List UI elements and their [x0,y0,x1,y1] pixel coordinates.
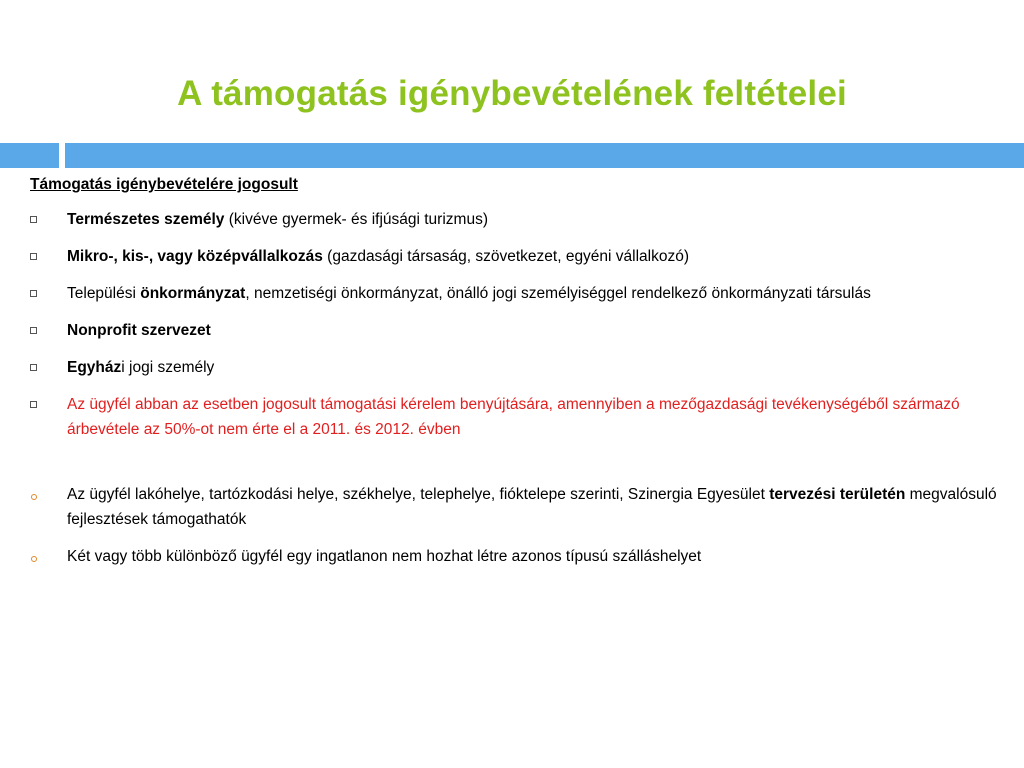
list-item-termeszetes-szemely [30,207,1010,232]
item-bold: Természetes személy [67,211,225,228]
item-text: (gazdasági társaság, szövetkezet, egyéni vállalkozó) [322,248,690,265]
circle-bullet-icon [31,556,37,562]
slide-title: A támogatás igénybevételének feltételei [177,74,847,113]
item-bold: önkormányzat [140,285,246,302]
note-item-szallashely [30,544,1010,569]
title-divider-left [0,143,59,168]
item-text: (kivéve gyermek- és ifjúsági turizmus) [224,211,488,228]
list-item-egyhaz [30,355,1010,380]
item-text: i jogi személy [121,359,215,376]
note-bold: tervezési területén [769,486,906,503]
circle-bullet-icon [31,494,37,500]
list-item-onkormanyzat [30,281,1010,306]
slide-content [30,176,1010,581]
title-divider-right [65,143,1024,168]
list-item-vallalkozas [30,244,1010,269]
square-bullet-icon [30,364,37,371]
square-bullet-icon [30,216,37,223]
note-text: Két vagy több különböző ügyfél egy ingatlanon nem hozhat létre azonos típusú szálláshelyet [67,548,702,565]
section-heading: Támogatás igénybevételére jogosult [30,176,298,193]
square-bullet-icon [30,253,37,260]
note-tail: megvalósuló fejlesztések támogathatók [67,486,997,528]
list-item-nonprofit [30,318,1010,343]
item-text: Az ügyfél abban az esetben jogosult támogatási kérelem benyújtására, amennyiben a mezőgazdasági tevékenységéből származó árbevétele az 50%-ot nem érte el a 2011. és 2012. évben [67,396,960,438]
item-bold: Egyház [67,359,122,376]
square-bullet-icon [30,401,37,408]
note-text: Az ügyfél lakóhelye, tartózkodási helye, székhelye, telephelye, fióktelepe szerinti, Szinergia Egyesület [67,486,770,503]
note-item-tervezesi-terulet [30,482,1010,532]
item-prefix: Települési [67,285,141,302]
square-bullet-icon [30,327,37,334]
list-item-arbevetel-feltetel [30,392,1010,442]
item-bold: Mikro-, kis-, vagy középvállalkozás [67,248,323,265]
item-text: , nemzetiségi önkormányzat, önálló jogi személyiséggel rendelkező önkormányzati társulás [245,285,871,302]
spacer [30,454,1010,482]
item-bold: Nonprofit szervezet [67,322,211,339]
square-bullet-icon [30,290,37,297]
